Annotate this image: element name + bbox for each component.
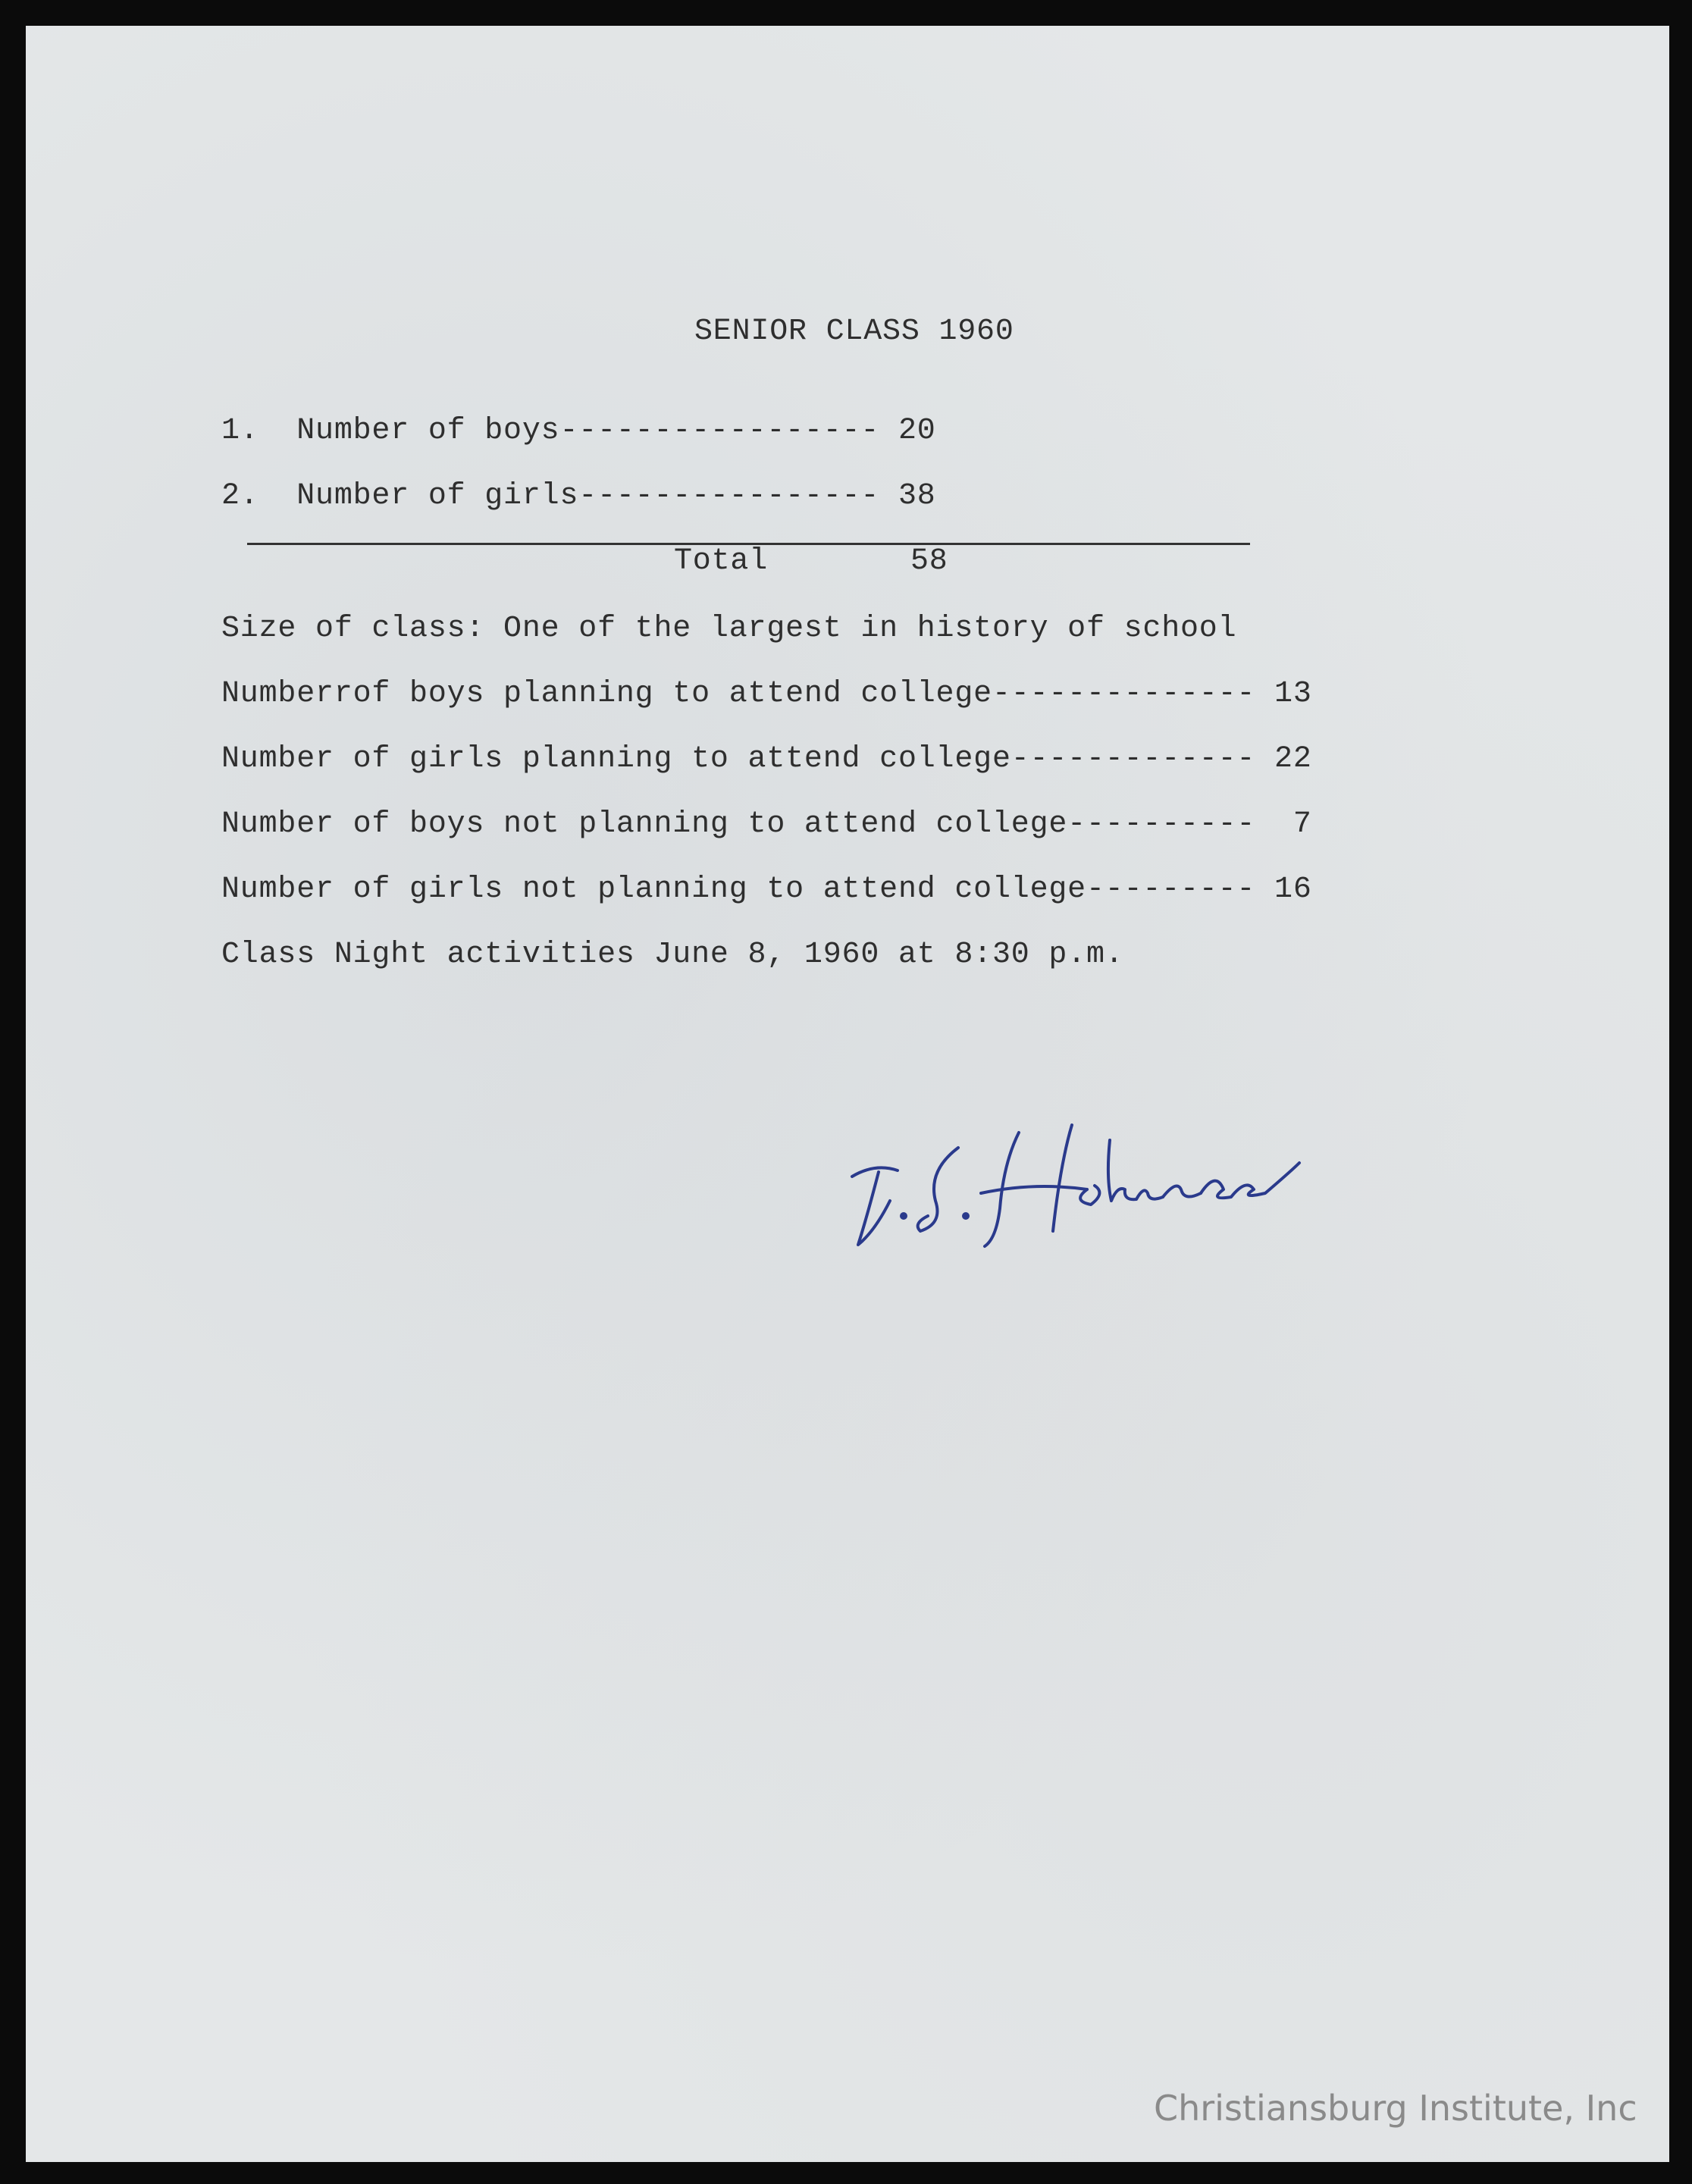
signature: [844, 1117, 1330, 1261]
document-page: [26, 26, 1669, 2162]
total-label: Total: [674, 544, 769, 578]
item-girls: 2. Number of girls---------------- 38: [221, 479, 936, 513]
boys-college-line: Numberrof boys planning to attend college-------------- 13: [221, 677, 1312, 711]
item-boys: 1. Number of boys----------------- 20: [221, 414, 936, 448]
class-night-line: Class Night activities June 8, 1960 at 8:30 p.m.: [221, 938, 1124, 972]
girls-college-line: Number of girls planning to attend college------------- 22: [221, 742, 1312, 776]
boys-no-college-line: Number of boys not planning to attend college---------- 7: [221, 807, 1312, 841]
girls-no-college-line: Number of girls not planning to attend college--------- 16: [221, 873, 1312, 907]
total-value: 58: [910, 544, 948, 578]
class-size-line: Size of class: One of the largest in history of school: [221, 612, 1237, 646]
watermark: Christiansburg Institute, Inc: [1154, 2088, 1637, 2129]
document-title: SENIOR CLASS 1960: [694, 315, 1014, 349]
